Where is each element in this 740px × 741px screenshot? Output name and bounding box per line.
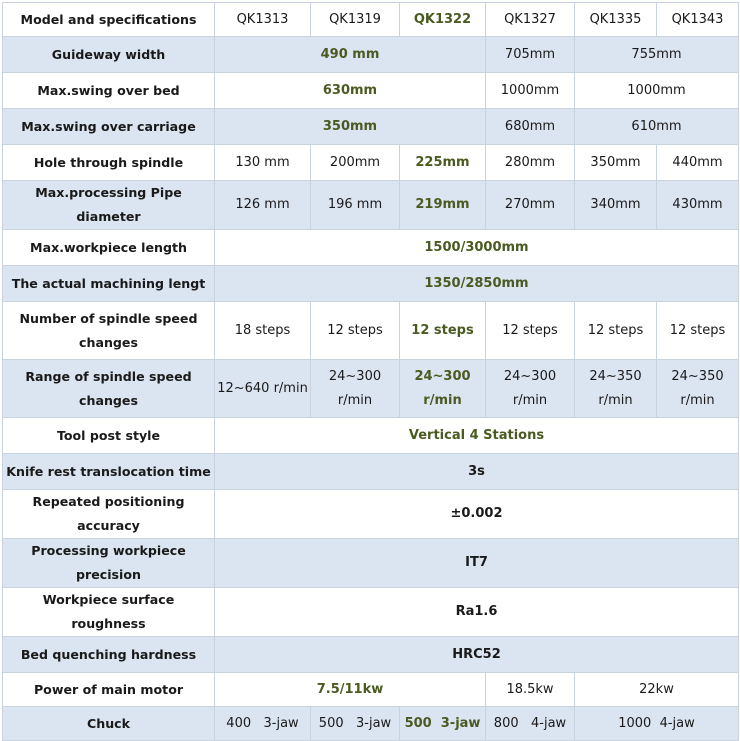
row-guideway (3, 37, 739, 73)
cell-value: 200mm (311, 145, 400, 181)
row-label: Max.processing Pipe diameter (3, 181, 215, 230)
cell-value: 1350/2850mm (215, 266, 739, 302)
model-qk1327: QK1327 (486, 3, 575, 37)
cell-value: 24~350 r/min (657, 360, 739, 418)
row-speed-range (3, 360, 739, 418)
cell-value: 500 3-jaw (400, 707, 486, 741)
row-label: Repeated positioning accuracy (3, 490, 215, 539)
row-pipe-diameter (3, 181, 739, 230)
cell-value: 18.5kw (486, 673, 575, 707)
cell-value: 24~350 r/min (575, 360, 657, 418)
cell-value: IT7 (215, 539, 739, 588)
row-machining-length (3, 266, 739, 302)
row-roughness (3, 588, 739, 637)
cell-value: 400 3-jaw (215, 707, 311, 741)
row-tool-post (3, 418, 739, 454)
row-label: Tool post style (3, 418, 215, 454)
row-precision (3, 539, 739, 588)
cell-value: 440mm (657, 145, 739, 181)
cell-value: 610mm (575, 109, 739, 145)
specifications-table (2, 2, 739, 741)
row-speed-changes (3, 302, 739, 360)
cell-value: Ra1.6 (215, 588, 739, 637)
cell-value: 680mm (486, 109, 575, 145)
cell-value: 24~300 r/min (311, 360, 400, 418)
cell-value: 280mm (486, 145, 575, 181)
row-workpiece-length (3, 230, 739, 266)
cell-value: 350mm (575, 145, 657, 181)
cell-value: 12 steps (311, 302, 400, 360)
cell-value: 800 4-jaw (486, 707, 575, 741)
cell-value: 270mm (486, 181, 575, 230)
cell-value: 3s (215, 454, 739, 490)
row-chuck (3, 707, 739, 741)
row-swing-bed (3, 73, 739, 109)
cell-value: 12 steps (657, 302, 739, 360)
cell-value: 12 steps (575, 302, 657, 360)
cell-value: 430mm (657, 181, 739, 230)
row-label: Number of spindle speed changes (3, 302, 215, 360)
cell-value: 755mm (575, 37, 739, 73)
cell-value: Vertical 4 Stations (215, 418, 739, 454)
row-positioning (3, 490, 739, 539)
row-label: Max.swing over bed (3, 73, 215, 109)
row-motor (3, 673, 739, 707)
cell-value: 500 3-jaw (311, 707, 400, 741)
cell-value: 1000mm (486, 73, 575, 109)
cell-value: 12 steps (486, 302, 575, 360)
row-hole-spindle (3, 145, 739, 181)
cell-value: 1000mm (575, 73, 739, 109)
cell-value: 24~300 r/min (400, 360, 486, 418)
row-swing-carriage (3, 109, 739, 145)
cell-value: 130 mm (215, 145, 311, 181)
cell-value: 196 mm (311, 181, 400, 230)
cell-value: 126 mm (215, 181, 311, 230)
cell-value: 225mm (400, 145, 486, 181)
cell-value: ±0.002 (215, 490, 739, 539)
row-hardness (3, 637, 739, 673)
header-label: Model and specifications (3, 3, 215, 37)
row-label: Max.workpiece length (3, 230, 215, 266)
cell-value: 22kw (575, 673, 739, 707)
row-label: Knife rest translocation time (3, 454, 215, 490)
cell-value: 24~300 r/min (486, 360, 575, 418)
cell-value: 1500/3000mm (215, 230, 739, 266)
model-qk1335: QK1335 (575, 3, 657, 37)
cell-value: 7.5/11kw (215, 673, 486, 707)
cell-value: 12~640 r/min (215, 360, 311, 418)
model-qk1319: QK1319 (311, 3, 400, 37)
cell-value: 705mm (486, 37, 575, 73)
cell-value: 219mm (400, 181, 486, 230)
row-label: Workpiece surface roughness (3, 588, 215, 637)
row-label: Processing workpiece precision (3, 539, 215, 588)
cell-value: 630mm (215, 73, 486, 109)
model-qk1313: QK1313 (215, 3, 311, 37)
row-label: The actual machining lengt (3, 266, 215, 302)
row-knife-time (3, 454, 739, 490)
row-label: Max.swing over carriage (3, 109, 215, 145)
cell-value: HRC52 (215, 637, 739, 673)
row-label: Chuck (3, 707, 215, 741)
cell-value: 490 mm (215, 37, 486, 73)
row-label: Hole through spindle (3, 145, 215, 181)
row-label: Bed quenching hardness (3, 637, 215, 673)
cell-value: 12 steps (400, 302, 486, 360)
row-label: Range of spindle speed changes (3, 360, 215, 418)
cell-value: 1000 4-jaw (575, 707, 739, 741)
row-label: Guideway width (3, 37, 215, 73)
header-row (3, 3, 739, 37)
cell-value: 350mm (215, 109, 486, 145)
model-qk1343: QK1343 (657, 3, 739, 37)
cell-value: 18 steps (215, 302, 311, 360)
row-label: Power of main motor (3, 673, 215, 707)
model-qk1322: QK1322 (400, 3, 486, 37)
cell-value: 340mm (575, 181, 657, 230)
